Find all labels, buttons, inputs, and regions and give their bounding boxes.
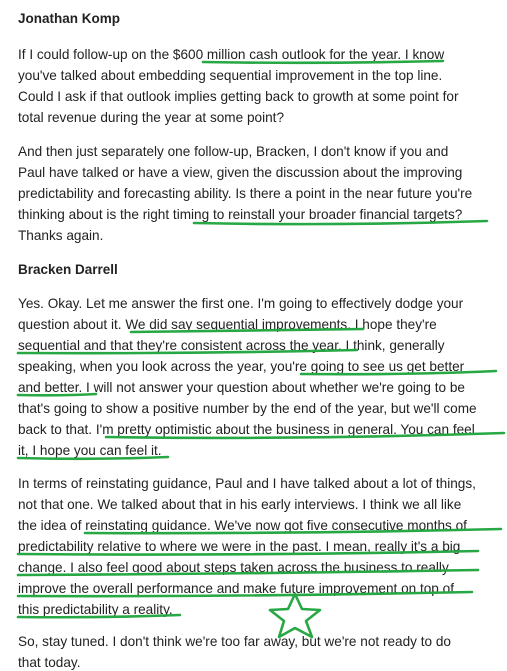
paragraph-line: Could I ask if that outlook implies getting back to growth at some point for (18, 89, 459, 104)
paragraph-line: that's going to show a positive number by the end of the year, but we'll come (18, 401, 477, 416)
paragraph-line: that today. (18, 655, 81, 670)
paragraph-line: and better. I will not answer your question about whether we're going to be (18, 380, 465, 395)
paragraph-line: In terms of reinstating guidance, Paul and I have talked about a lot of things, (18, 476, 476, 491)
paragraph-line: question about it. We did say sequential improvements. I hope they're (18, 317, 437, 332)
paragraph-line: predictability relative to where we were in the past. I mean, really it's a big (18, 539, 461, 554)
paragraph-line: this predictability a reality. (18, 602, 173, 617)
paragraph-line: Yes. Okay. Let me answer the first one. I'm going to effectively dodge your (18, 296, 464, 311)
paragraph-line: back to that. I'm pretty optimistic about the business in general. You can feel (18, 422, 475, 437)
paragraph-line: sequential and that they're consistent across the year. I think, generally (18, 338, 445, 353)
paragraph-line: Paul have talked or have a view, given the discussion about the improving (18, 165, 463, 180)
paragraph-line: you've talked about embedding sequential improvement in the top line. (18, 68, 443, 83)
paragraph-line: thinking about is the right timing to reinstall your broader financial targets? (18, 207, 463, 222)
paragraph-line: If I could follow-up on the $600 million cash outlook for the year. I know (18, 47, 445, 62)
paragraph-line: it, I hope you can feel it. (18, 443, 162, 458)
speaker-name: Jonathan Komp (18, 11, 121, 26)
paragraph-line: change. I also feel good about steps taken across the business to really (18, 560, 449, 575)
paragraph-line: total revenue during the year at some point? (18, 110, 285, 125)
paragraph-line: improve the overall performance and make future improvement on top of (18, 581, 454, 596)
paragraph-line: not that one. We talked about that in his early interviews. I think we all like (18, 497, 462, 512)
paragraph-line: the idea of reinstating guidance. We've now got five consecutive months of (18, 518, 467, 533)
paragraph-line: speaking, when you look across the year, you're going to see us get better (18, 359, 465, 374)
paragraph-line: predictability and forecasting ability. Is there a point in the near future you're (18, 186, 473, 201)
speaker-name: Bracken Darrell (18, 262, 118, 277)
paragraph-line: And then just separately one follow-up, Bracken, I don't know if you and (18, 144, 449, 159)
paragraph-line: So, stay tuned. I don't think we're too far away, but we're not ready to do (18, 634, 451, 649)
paragraph-line: Thanks again. (18, 228, 104, 243)
